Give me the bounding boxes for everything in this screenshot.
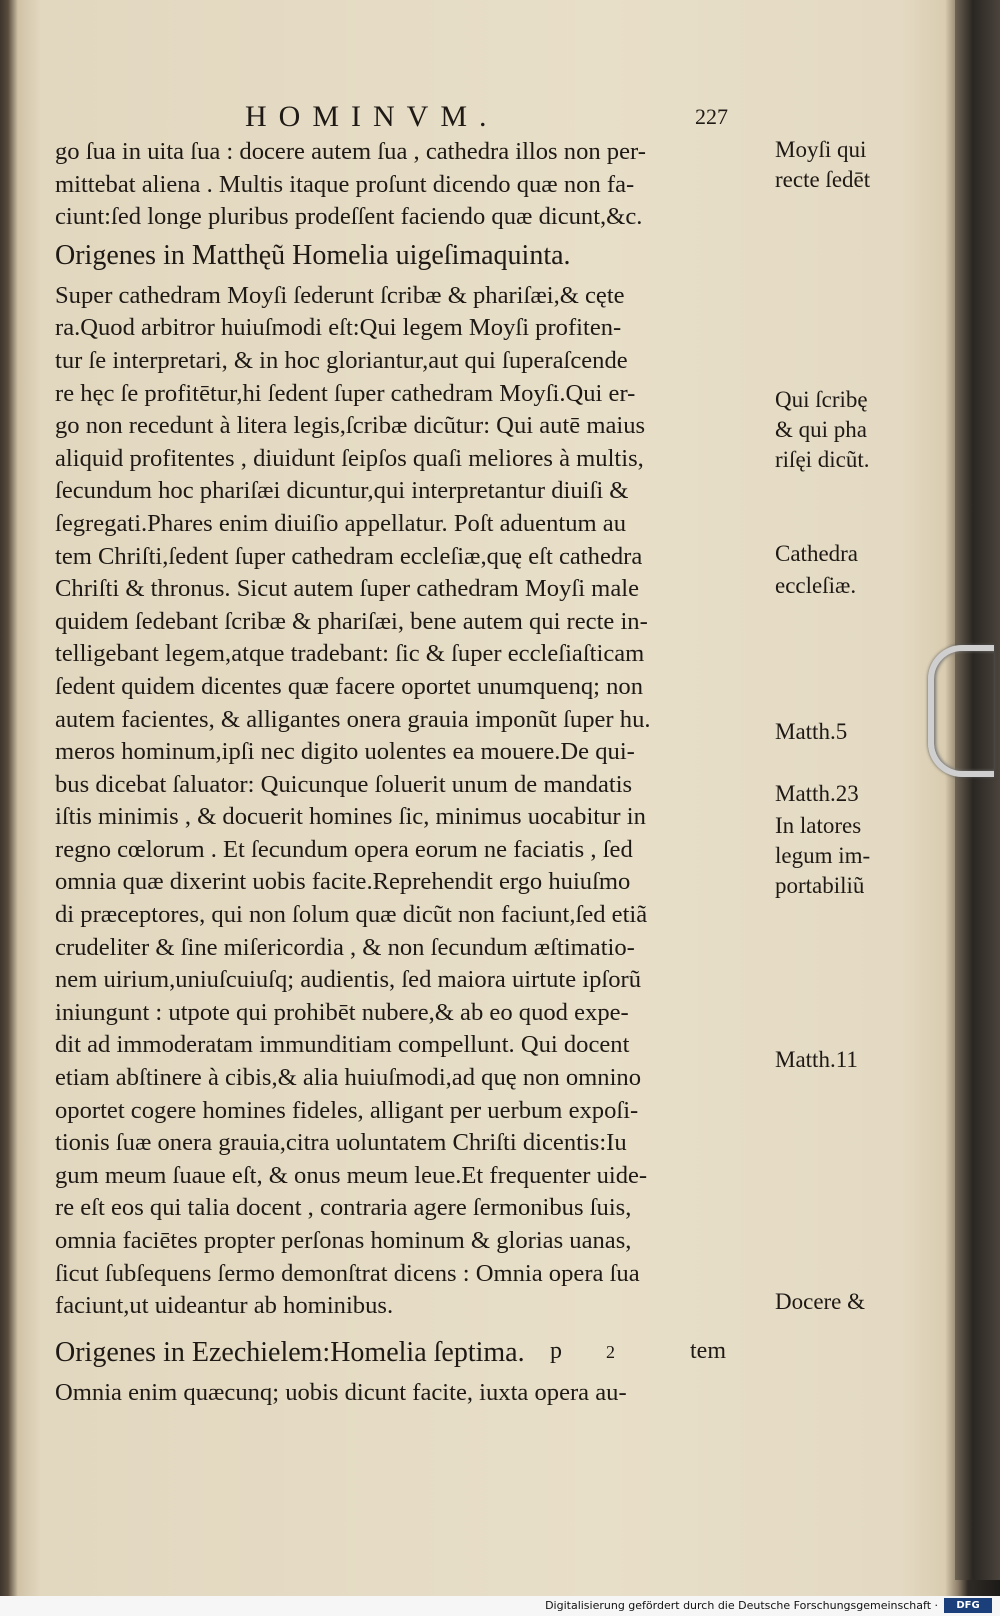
text-line: aliquid profitentes , diuidunt ſeipſos quaſi meliores à multis, [55,444,644,472]
text-line: ſedent quidem dicentes quæ facere oportet unumquenq; non [55,672,644,700]
margin-note: Cathedra [775,541,859,566]
text-line: oportet cogere homines fideles, alligant per uerbum expoſi- [55,1096,639,1124]
text-line: omnia quæ dixerint uobis facite.Reprehendit ergo huiuſmo [55,868,631,896]
text-line: iſtis minimis , & docuerit homines ſic, minimus uocabitur in [55,803,646,831]
running-head [245,100,765,140]
section-heading: Origenes in Matthęũ Homelia uigeſimaquinta. [55,239,571,271]
signature-number: 2 [606,1342,615,1362]
text-line: iniungunt : utpote qui prohibēt nubere,& ab eo quod expe- [55,998,629,1026]
text-line: meros hominum,ipſi nec digito uolentes ea mouere.De qui- [55,738,635,766]
margin-note: Matth.5 [775,719,848,744]
dfg-logo: DFG [944,1598,992,1613]
catchword: tem [690,1338,726,1364]
text-line: quidem ſedebant ſcribæ & phariſæi, bene autem qui recte in- [55,607,648,635]
text-line: tionis ſuæ onera grauia,citra uoluntatem Chriſti dicentis:Iu [55,1129,627,1157]
margin-note: In latores [775,813,862,838]
book-clip [928,645,994,777]
text-line: autem facientes, & alligantes onera grauia imponũt ſuper hu. [55,705,651,733]
text-line: nem uirium,uniuſcuiuſq; audientis, ſed maiora uirtute ipſorũ [55,966,642,994]
margin-note: Matth.11 [775,1047,858,1072]
text-line: tur ſe interpretari, & in hoc gloriantur,aut qui ſuperaſcende [55,346,628,374]
margin-note: portabiliũ [775,873,865,898]
text-line: ſecundum hoc phariſæi dicuntur,qui interpretantur diuiſi & [55,477,629,505]
text-line: di præceptores, qui non ſolum quæ dicũt non faciunt,ſed etiã [55,901,648,929]
main-text-block [55,136,765,1409]
section-heading: Origenes in Ezechielem:Homelia ſeptima. [55,1336,525,1368]
margin-note: eccleſiæ. [775,573,857,598]
text-line: go non recedunt à litera legis,ſcribæ dicũtur: Qui autē maius [55,412,646,440]
text-line: gum meum ſuaue eſt, & onus meum leue.Et frequenter uide- [55,1161,648,1189]
text-line: Super cathedram Moyſi ſederunt ſcribæ & phariſæi,& cęte [55,281,625,309]
text-line: crudeliter & ſine miſericordia , & non ſecundum æſtimatio- [55,933,635,961]
text-line: go ſua in uita ſua : docere autem ſua , cathedra illos non per- [55,138,646,165]
text-line: tem Chriſti,ſedent ſuper cathedram eccleſiæ,quę eſt cathedra [55,542,643,570]
text-line: re eſt eos qui talia docent , contraria agere ſermonibus ſuis, [55,1194,632,1222]
page-number: 227 [695,104,728,129]
margin-note: legum im- [775,843,871,868]
margin-note: recte ſedēt [775,167,871,192]
text-line: dit ad immoderatam immunditiam compellunt. Qui docent [55,1031,630,1059]
text-line: ciunt:ſed longe pluribus prodeſſent faciendo quæ dicunt,&c. [55,203,643,231]
margin-note: Docere & [775,1289,866,1314]
signature-line [550,1338,770,1368]
text-line: Omnia enim quæcunq; uobis dicunt facite, iuxta opera au- [55,1378,627,1406]
text-line: ſegregati.Phares enim diuiſio appellatur. Poſt aduentum au [55,509,626,537]
text-line: ſicut ſubſequens ſermo demonſtrat dicens : Omnia opera ſua [55,1259,640,1287]
running-head-title: HOMINVM. [245,100,499,133]
text-line: faciunt,ut uideantur ab hominibus. [55,1292,394,1320]
digitization-footer [0,1596,1000,1616]
text-line: telligebant legem,atque tradebant: ſic & ſuper eccleſiaſticam [55,640,645,668]
text-line: re hęc ſe profitētur,hi ſedent ſuper cathedram Moyſi.Qui er- [55,379,636,407]
text-line: Chriſti & thronus. Sicut autem ſuper cathedram Moyſi male [55,575,639,603]
text-line: ra.Quod arbitror huiuſmodi eſt:Qui legem Moyſi profiten- [55,314,622,342]
margin-note: riſęi dicũt. [775,447,870,472]
text-line: regno cœlorum . Et ſecundum opera eorum ne faciatis , ſed [55,835,633,863]
footer-credit: Digitalisierung gefördert durch die Deutsche Forschungsgemeinschaft · [545,1599,938,1612]
text-line: omnia faciētes propter perſonas hominum & glorias uanas, [55,1227,632,1254]
signature-mark: p [550,1338,562,1364]
text-line: mittebat aliena . Multis itaque proſunt dicendo quæ non fa- [55,170,635,198]
text-line: etiam abſtinere à cibis,& alia huiuſmodi,ad quę non omnino [55,1064,642,1092]
margin-note: Moyſi qui [775,137,867,162]
margin-note: Matth.23 [775,781,859,806]
book-edge-shadow [955,0,1000,1580]
text-line: bus dicebat ſaluator: Quicunque ſoluerit unum de mandatis [55,770,633,798]
margin-note: Qui ſcribę [775,387,868,412]
margin-note: & qui pha [775,417,867,442]
